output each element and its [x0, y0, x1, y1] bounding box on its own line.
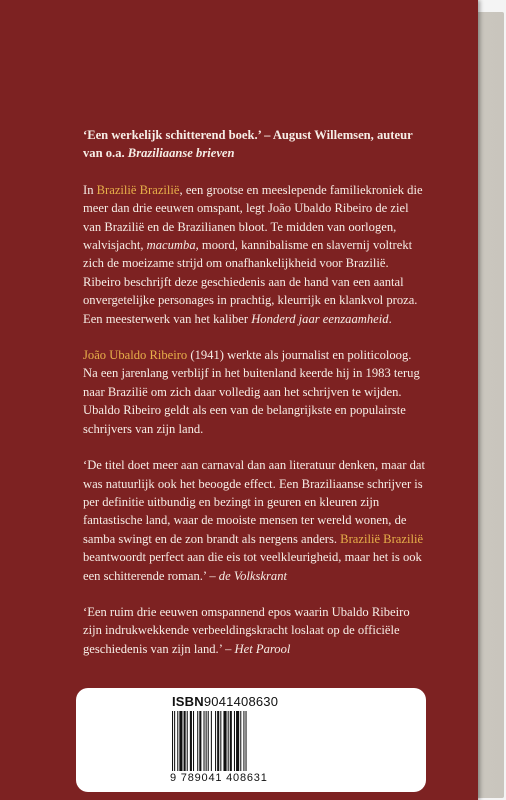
macumba-term: macumba — [146, 238, 196, 253]
isbn-label: ISBN — [172, 694, 204, 709]
barcode-bar — [217, 711, 219, 771]
description-text-a: , een grootse en meeslepende familiekroniek die meer dan drie eeuwen omspant, legt João Ubaldo Ribeiro de ziel van Brazilië en de Brazilianen bloot. Te midden van oorlogen, walvisjacht, — [83, 182, 423, 253]
barcode-bar — [172, 711, 173, 771]
barcode-label — [76, 688, 426, 792]
barcode-bar — [197, 711, 198, 771]
author-name: João Ubaldo Ribeiro — [83, 348, 188, 363]
quote-volkskrant-text-b: beantwoordt perfect aan die eis tot veelkleurigheid, maar het is ook een schitterende roman.’ – — [83, 550, 422, 583]
quote-willemsen-text: ‘Een werkelijk schitterend boek.’ – August Willemsen, auteur van o.a. — [83, 128, 413, 161]
barcode-bar — [223, 711, 226, 771]
quote-parool-text: ‘Een ruim drie eeuwen omspannend epos waarin Ubaldo Ribeiro zijn indrukwekkende verbeeldingskracht loslaat op de officiële geschiedenis van zijn land.’ – — [83, 604, 410, 656]
barcode-bar — [174, 711, 175, 771]
barcode-bar — [220, 711, 221, 771]
description-paragraph — [83, 181, 428, 328]
barcode-bar — [193, 711, 194, 771]
barcode-bar — [199, 711, 201, 771]
quote-volkskrant — [83, 456, 428, 585]
quote-willemsen — [83, 126, 428, 163]
description-text-b: , moord, kannibalisme en slavernij voltrekt zich de moeizame strijd om onafhankelijkheid voor Brazilië. Ribeiro beschrijft deze geschiedenis aan de hand van een aantal onvergetelijke personages in prachtig, kleurrijk en klankvol proza. Een meesterwerk van het kaliber — [83, 238, 418, 326]
barcode-bar — [211, 711, 212, 771]
barcode-bar — [236, 711, 239, 771]
barcode-bar — [215, 711, 216, 771]
quote-volkskrant-source: de Volkskrant — [218, 568, 287, 583]
author-bio-text: (1941) werkte als journalist en politicoloog. Na een jarenlang verblijf in het buitenland keerde hij in 1983 terug naar Brazilië om zich daar volledig aan het schrijven te wijden. Ubaldo Ribeiro geldt als een van de belangrijkste en populairste schrijvers van zijn land. — [83, 348, 420, 436]
quote-parool — [83, 603, 428, 658]
barcode-bars — [172, 711, 292, 771]
book-title-highlight-2: Brazilië Brazilië — [340, 531, 424, 546]
barcode-bar — [228, 711, 229, 771]
description-end: . — [388, 311, 392, 326]
barcode-bar — [177, 711, 178, 771]
author-bio-paragraph — [83, 346, 428, 438]
barcode-bar — [206, 711, 207, 771]
barcode-bar — [187, 711, 188, 771]
barcode-bar — [243, 711, 244, 771]
barcode-bar — [230, 711, 232, 771]
barcode-bar — [204, 711, 205, 771]
ean-digits: 9 789041 408631 — [170, 772, 268, 784]
barcode-bar — [190, 711, 192, 771]
quote-parool-source: Het Parool — [234, 641, 291, 656]
barcode-bar — [184, 711, 186, 771]
barcode-bar — [179, 711, 182, 771]
book-title-highlight: Brazilië Brazilië — [96, 182, 180, 197]
quote-willemsen-title: Braziliaanse brieven — [127, 146, 235, 161]
barcode-bar — [240, 711, 241, 771]
barcode-bar — [208, 711, 209, 771]
reference-title: Honderd jaar eenzaamheid — [251, 311, 389, 326]
barcode-bar — [234, 711, 235, 771]
quote-volkskrant-text-a: ‘De titel doet meer aan carnaval dan aan literatuur denken, maar dat was natuurlijk ook het beoogde effect. Een Braziliaanse schrijver is per definitie uitbundig en bezingt in geuren en kleuren zijn fantastische land, waar de mooiste mensen ter wereld wonen, de samba swingt en de zon brandt als nergens anders. — [83, 458, 425, 546]
isbn-number: 9041408630 — [203, 694, 279, 709]
isbn-line — [172, 694, 278, 709]
barcode-bar — [246, 711, 247, 771]
blurb-text-block — [83, 126, 428, 676]
description-prefix: In — [83, 182, 97, 197]
